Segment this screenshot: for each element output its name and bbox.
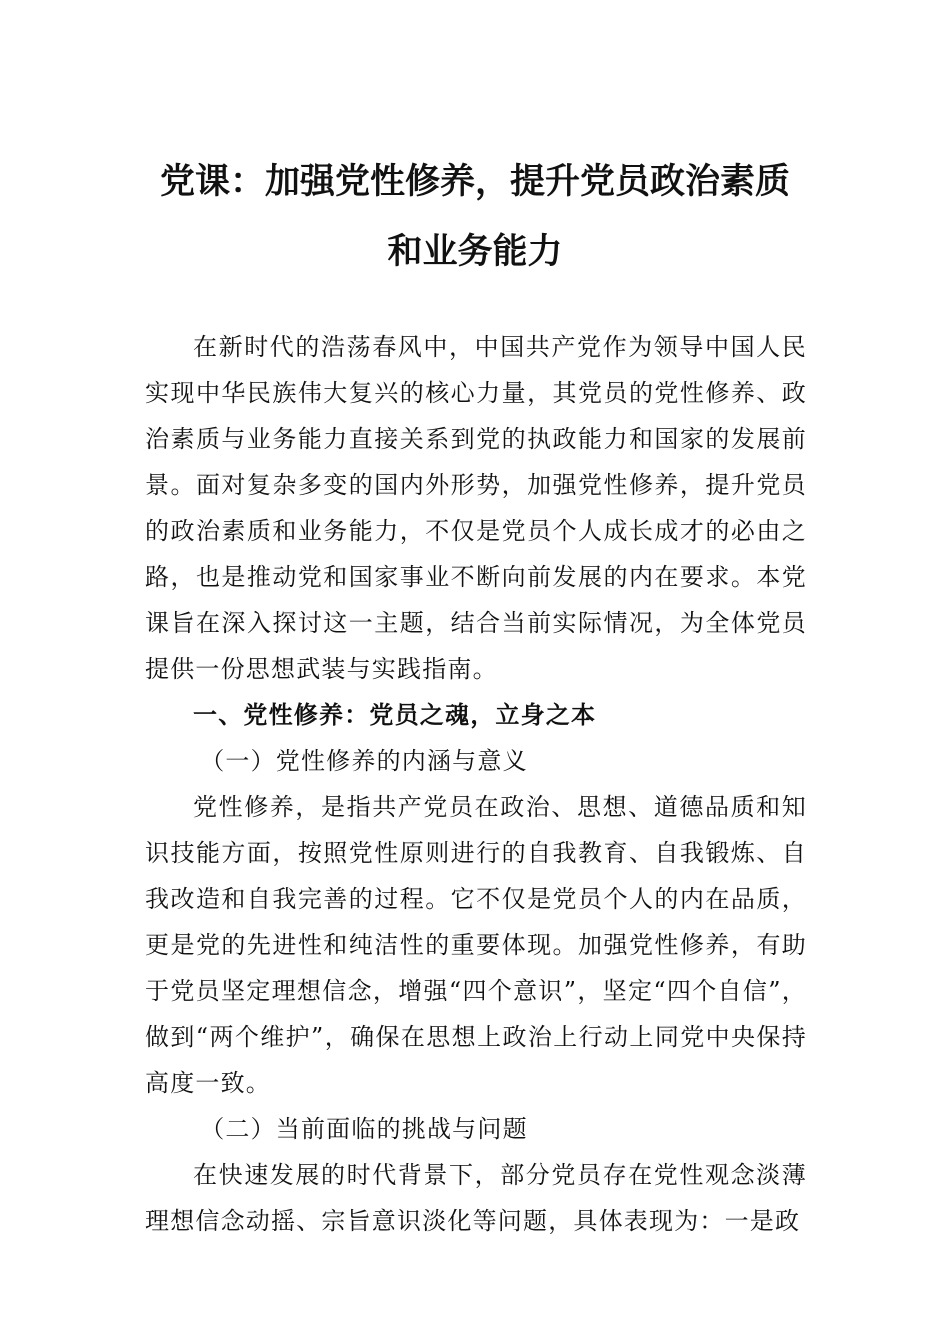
subsection2-paragraph: 在快速发展的时代背景下，部分党员存在党性观念淡薄理想信念动摇、宗旨意识淡化等问题，具体表现为：一是政 bbox=[145, 1161, 807, 1235]
intro-paragraph: 在新时代的浩荡春风中，中国共产党作为领导中国人民实现中华民族伟大复兴的核心力量，其党员的党性修养、政治素质与业务能力直接关系到党的执政能力和国家的发展前景。面对复杂多变的国内外形势，加强党性修养，提升党员的政治素质和业务能力，不仅是党员个人成长成才的必由之路，也是推动党和国家事业不断向前发展的内在要求。本党课旨在深入探讨这一主题，结合当前实际情况，为全体党员提供一份思想武装与实践指南。 bbox=[145, 333, 807, 683]
document-title-line1: 党课：加强党性修养，提升党员政治素质 bbox=[159, 162, 790, 202]
section1-heading: 一、党性修养：党员之魂，立身之本 bbox=[193, 701, 597, 729]
subsection1-heading: （一）党性修养的内涵与意义 bbox=[200, 747, 528, 775]
subsection1-paragraph: 党性修养，是指共产党员在政治、思想、道德品质和知识技能方面，按照党性原则进行的自我教育、自我锻炼、自我改造和自我完善的过程。它不仅是党员个人的内在品质，更是党的先进性和纯洁性的重要体现。加强党性修养，有助于党员坚定理想信念，增强“四个意识”，坚定“四个自信”，做到“两个维护”，确保在思想上政治上行动上同党中央保持高度一致。 bbox=[145, 793, 807, 1097]
document-body bbox=[145, 324, 807, 1244]
document-title-line2: 和业务能力 bbox=[387, 232, 563, 272]
subsection2-heading: （二）当前面临的挑战与问题 bbox=[200, 1115, 528, 1143]
